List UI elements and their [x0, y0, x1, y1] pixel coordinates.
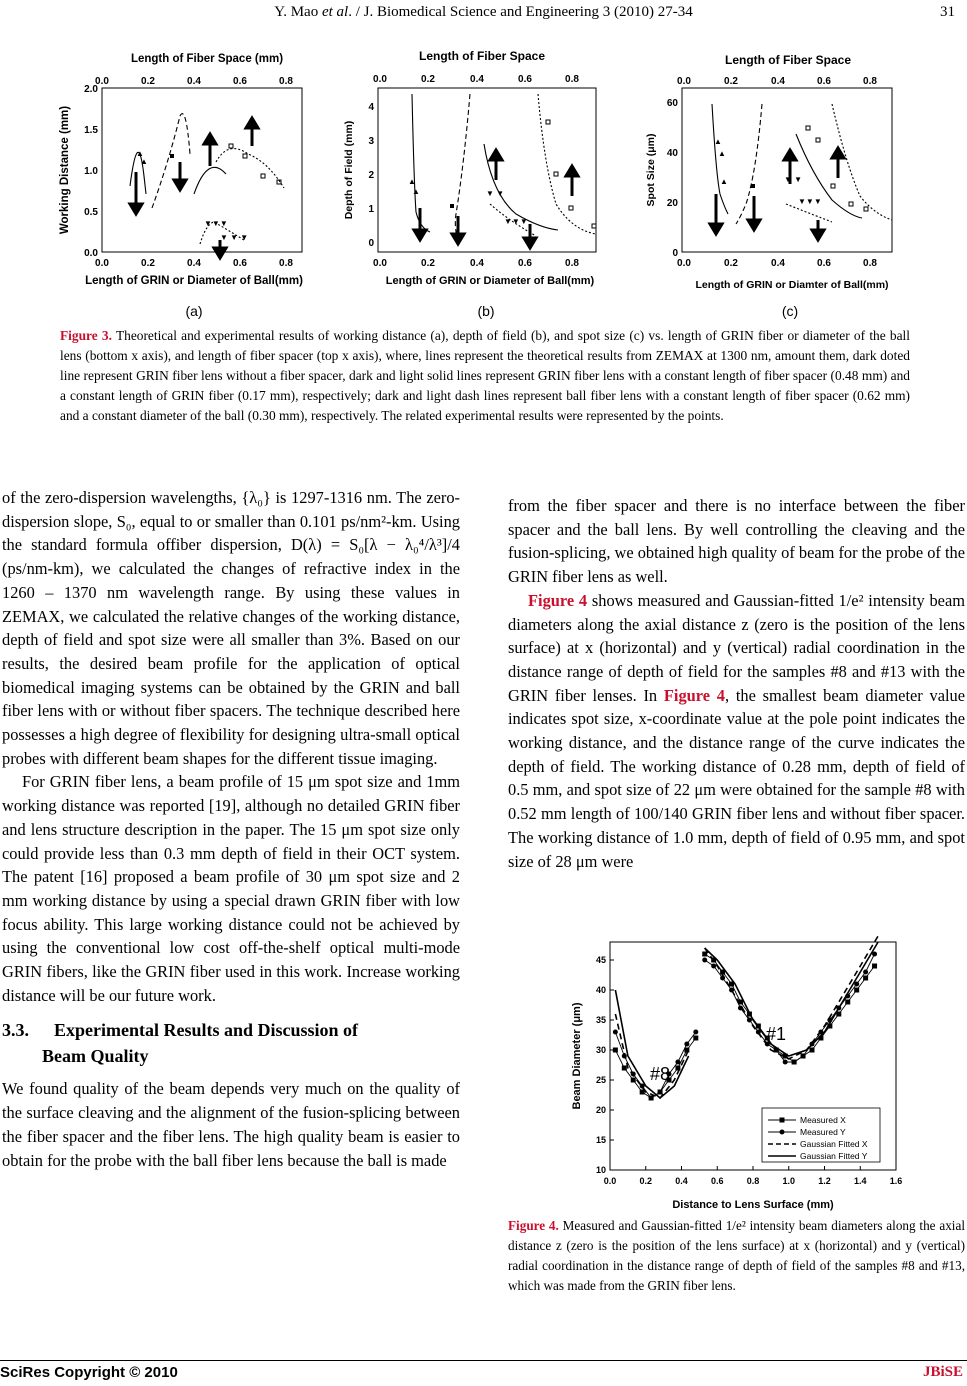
trend-arrow-head — [524, 238, 536, 248]
section-title: Experimental Results and Discussion of — [54, 1020, 359, 1041]
data-point — [849, 202, 853, 206]
data-point-circle — [684, 1042, 689, 1047]
x-axis-label: Length of GRIN or Diameter of Ball(mm) — [85, 275, 303, 287]
data-point — [592, 224, 596, 228]
data-point-circle — [649, 1096, 654, 1101]
trend-arrow-head — [246, 118, 258, 128]
y-tick-label: 25 — [595, 1075, 606, 1085]
y-tick: 40 — [666, 148, 678, 159]
y-tick: 3 — [368, 136, 374, 147]
data-point — [450, 204, 454, 208]
data-point-circle — [792, 1060, 797, 1065]
panel-tag: (b) — [477, 303, 495, 319]
x-tick-label: 0.2 — [639, 1176, 653, 1186]
trend-arrow-head — [812, 230, 824, 240]
caption-text: Measured and Gaussian-fitted 1/e² intensity beam diameters along the axial distance z (zero is the position of the lens surface) at x (horizontal) and y (vertical) radial coordination in the distance range of depth of field of the samples #8 and #13, which was made from the GRIN fiber lens. — [508, 1218, 965, 1293]
bottom-tick: 0.6 — [518, 258, 532, 269]
figure-3-caption — [60, 326, 910, 426]
x-axis-label: Length of GRIN or Diamter of Ball(mm) — [695, 279, 889, 291]
data-point — [554, 172, 558, 176]
paragraph: We found quality of the beam depends very much on the quality of the surface cleaving and the alignment of the fusion-splicing between the fiber spacer and the fiber lens. The high quality beam is easier to obtain for the probe with the ball fiber lens because the ball is made — [2, 1079, 460, 1170]
bottom-tick: 0.8 — [863, 258, 877, 269]
y-axis-label: Beam Diameter (μm) — [571, 1002, 583, 1110]
data-point-circle — [863, 970, 868, 975]
y-tick-label: 40 — [595, 985, 606, 995]
figure-reference-link[interactable]: Figure 4 — [528, 590, 588, 610]
trend-arrow-head — [204, 134, 216, 144]
caption-text: Theoretical and experimental results of working distance (a), depth of field (b), and spot size (c) vs. length of GRIN fiber or diameter of the ball lens (bottom x axis), and length of fiber spacer (top x axis), where, lines represent the theoretical results from ZEMAX at 1300 nm, amount them, dark doted line represent GRIN fiber lens without a fiber spacer, dark and light solid lines represent GRIN fiber lens with a constant length of fiber spacer (0.48 mm) and a constant length of GRIN fiber (0.17 mm), respectively; dark and light dash lines represent ball fiber lens with a constant length of fiber spacer (0.62 mm) and a constant diameter of the ball (0.30 mm), respectively. The related experimental results were represented by the points. — [60, 328, 910, 423]
y-tick: 0.5 — [84, 207, 98, 218]
legend-marker — [780, 1118, 785, 1123]
data-point: ▲ — [412, 187, 420, 196]
bottom-tick: 0.2 — [141, 258, 155, 269]
top-tick: 0.2 — [724, 76, 738, 87]
bottom-tick: 0.6 — [817, 258, 831, 269]
data-point-circle — [675, 1060, 680, 1065]
data-point — [751, 184, 755, 188]
bottom-tick: 0.4 — [187, 258, 201, 269]
figure-4-chart — [566, 936, 906, 1216]
data-point-square — [863, 976, 868, 981]
top-tick: 0.6 — [817, 76, 831, 87]
data-point-square — [872, 964, 877, 969]
x-tick-label: 1.2 — [818, 1176, 831, 1186]
data-point-square — [702, 952, 707, 957]
paragraph: For GRIN fiber lens, a beam profile of 15 μm spot size and 1mm working distance was reported [19], although no detailed GRIN fiber and lens structure description in the paper. The 15 μm spot size only could provide less than 0.3 mm depth of field in their OCT system. The patent [16] proposed a beam profile of 30 μm spot size and 2 mm working distance by using a special drawn GRIN fiber with low focus ability. This large working distance could not be achieved by using the conventional low cost off-the-shelf optical multi-mode GRIN fibers, like the GRIN fiber used in this work. Increase working distance will be our future work. — [2, 772, 460, 1005]
trend-arrow-head — [130, 204, 142, 214]
running-title: Y. Mao et al. / J. Biomedical Science and Engineering 3 (2010) 27-34 — [274, 4, 693, 20]
trend-arrow-head — [748, 220, 760, 230]
legend-marker — [780, 1130, 785, 1135]
data-point: ▲ — [714, 137, 722, 146]
section-title-continued: Beam Quality — [42, 1046, 149, 1067]
x-axis-label: Length of GRIN or Diameter of Ball(mm) — [385, 275, 595, 287]
theory-curve — [194, 167, 226, 194]
y-tick: 1 — [368, 204, 374, 215]
top-tick: 0.2 — [141, 76, 155, 87]
figure-4-caption — [508, 1216, 965, 1296]
x-tick-label: 0.4 — [675, 1176, 688, 1186]
data-point-circle — [658, 1090, 663, 1095]
data-point: ▲ — [718, 149, 726, 158]
x-tick-label: 1.4 — [853, 1176, 867, 1186]
top-tick: 0.8 — [863, 76, 877, 87]
paragraph: Figure 4 shows measured and Gaussian-fitted 1/e² intensity beam diameters along the axial distance z (zero is the position of the lens surface) at x (horizontal) and y (vertical) radial coordination in the distance range of depth of field for the samples #8 and #13 with the GRIN fiber lenses. In Figure 4, the smallest beam diameter value indicates spot size, x-coordinate value at the pole point indicates the working distance, and the distance range of the curve indicates the depth of field. The working distance of 0.28 mm, depth of field of 0.5 mm, and spot size of 22 μm were obtained for the sample #8 with 0.52 mm length of 100/140 GRIN fiber lens and without fiber spacer. The working distance of 1.0 mm, depth of field of 0.95 mm, and spot size of 28 μm were — [508, 590, 966, 871]
data-point — [831, 184, 835, 188]
data-point — [864, 207, 868, 211]
top-tick: 0.4 — [470, 74, 484, 85]
x-tick-label: 1.6 — [889, 1176, 903, 1186]
top-tick: 0.0 — [677, 76, 691, 87]
figure-3c-chart — [636, 44, 924, 320]
x-tick-label: 0.8 — [746, 1176, 760, 1186]
plot-frame — [378, 88, 596, 252]
theory-curve — [538, 94, 596, 234]
y-tick-label: 10 — [595, 1165, 606, 1175]
data-point — [569, 206, 573, 210]
data-point: ▼ ▼ — [784, 175, 803, 184]
y-tick: 1.5 — [84, 125, 98, 136]
y-tick-label: 30 — [595, 1045, 606, 1055]
x-tick-label: 1.0 — [782, 1176, 796, 1186]
y-tick: 4 — [368, 102, 374, 113]
top-axis-title: Length of Fiber Space (mm) — [130, 53, 284, 65]
trend-arrow-head — [174, 180, 186, 190]
top-tick: 0.8 — [565, 74, 579, 85]
trend-arrow-head — [490, 150, 502, 160]
series-line-measured-x — [705, 954, 875, 1062]
data-point — [229, 144, 233, 148]
y-axis-label: Working Distance (mm) — [59, 105, 71, 235]
figure-3a-chart — [44, 44, 334, 320]
data-point — [170, 154, 174, 158]
legend-entry: Gaussian Fitted Y — [800, 1151, 868, 1161]
bottom-tick: 0.2 — [421, 258, 435, 269]
y-axis-label: Spot Size (μm) — [645, 133, 657, 207]
panel-tag: (a) — [185, 303, 203, 319]
theory-curve — [736, 104, 762, 224]
data-point: ▲ — [720, 177, 728, 186]
trend-arrow-head — [710, 224, 722, 234]
paragraph: from the fiber spacer and there is no interface between the fiber spacer and the ball lens. By well controlling the cleaving and the fusion-splicing, we obtained high quality of beam for the probe of the GRIN fiber lens as well. — [508, 496, 966, 587]
theory-curve — [712, 104, 728, 214]
figure-reference-link[interactable]: Figure 4 — [663, 685, 725, 705]
legend-entry: Gaussian Fitted X — [800, 1139, 868, 1149]
y-tick: 0 — [672, 248, 678, 259]
legend — [762, 1108, 880, 1162]
trend-arrow-head — [566, 166, 578, 176]
data-point-square — [613, 1048, 618, 1053]
data-point: ▼ ▼ ▼ — [220, 233, 249, 242]
bottom-tick: 0.8 — [565, 258, 579, 269]
series-line-gaussian-fitted-x — [705, 936, 878, 1059]
annotation-label: #1 — [766, 1024, 787, 1044]
figure-3 — [44, 44, 924, 320]
bottom-tick: 0.4 — [470, 258, 484, 269]
y-tick-label: 15 — [595, 1135, 606, 1145]
y-tick-label: 20 — [595, 1105, 606, 1115]
theory-curve — [216, 149, 284, 188]
trend-arrow-head — [832, 148, 844, 158]
data-point — [546, 120, 550, 124]
caption-label: Figure 3. — [60, 328, 112, 343]
data-point-circle — [693, 1030, 698, 1035]
y-tick: 2 — [368, 170, 374, 181]
data-point: ▼▼▼ — [504, 217, 528, 226]
data-point-square — [845, 1000, 850, 1005]
bottom-tick: 0.0 — [677, 258, 691, 269]
top-tick: 0.0 — [373, 74, 387, 85]
x-tick-label: 0.0 — [603, 1176, 617, 1186]
top-axis-title: Length of Fiber Space — [418, 49, 546, 63]
y-tick: 2.0 — [84, 84, 98, 95]
top-tick: 0.2 — [421, 74, 435, 85]
data-point: ▲ — [408, 177, 416, 186]
theory-curve — [832, 104, 892, 220]
y-axis-label: Depth of Field (mm) — [343, 120, 355, 220]
top-tick: 0.6 — [233, 76, 247, 87]
data-point: ▲ — [140, 157, 148, 166]
section-number: 3.3. — [2, 1020, 29, 1041]
paragraph: of the zero-dispersion wavelengths, {λ₀} is 1297-1316 nm. The zero-dispersion slope, S₀, equal to or smaller than 0.101 ps/nm²-km. Using the standard formula offiber dispersion, D(λ) = S₀[λ − λ₀⁴/λ³]/4 (ps/nm-km), we calculated the changes of refractive index in the 1260 – 1370 nm wavelength range. By using these values in ZEMAX, we calculated the relative changes of the working distance, depth of field and spot size were all smaller than 3%. Based on our results, the desired beam profile for the application of optical biomedical imaging systems can be obtained by the GRIN and ball fiber lens with or without fiber spacers. The technique described here possesses a high degree of flexibility for designing ultra-small optical probes with different beam shapes for the different tissue imaging. — [2, 488, 460, 768]
top-tick: 0.4 — [187, 76, 201, 87]
data-point: ▼▼▼ — [798, 197, 822, 206]
panel-tag: (c) — [781, 303, 799, 319]
y-tick-label: 35 — [595, 1015, 606, 1025]
caption-label: Figure 4. — [508, 1218, 559, 1233]
data-point-square — [809, 1048, 814, 1053]
bottom-tick: 0.0 — [95, 258, 109, 269]
data-point: ▲ — [136, 149, 144, 158]
theory-curve — [152, 114, 190, 208]
top-tick: 0.4 — [771, 76, 785, 87]
bottom-tick: 0.2 — [724, 258, 738, 269]
bottom-tick: 0.6 — [233, 258, 247, 269]
data-point-circle — [783, 1060, 788, 1065]
data-point — [243, 154, 247, 158]
top-axis-title: Length of Fiber Space — [724, 53, 852, 67]
y-tick: 0.0 — [84, 248, 98, 259]
y-tick: 0 — [368, 238, 374, 249]
left-column — [2, 486, 460, 1172]
trend-arrow-head — [414, 230, 426, 240]
bottom-tick: 0.8 — [279, 258, 293, 269]
figure-3b-chart — [340, 44, 630, 320]
data-point-square — [622, 1066, 627, 1071]
top-tick: 0.6 — [518, 74, 532, 85]
theory-curve — [786, 204, 832, 222]
page-number: 31 — [940, 4, 955, 20]
data-point-circle — [801, 1054, 806, 1059]
data-point — [261, 174, 265, 178]
bottom-tick: 0.0 — [373, 258, 387, 269]
section-heading — [2, 1017, 460, 1069]
bottom-tick: 0.4 — [771, 258, 785, 269]
trend-arrow-head — [452, 234, 464, 244]
footer-journal-name: JBiSE — [922, 1364, 963, 1380]
footer-rule — [0, 1360, 967, 1361]
data-point-circle — [711, 964, 716, 969]
footer-copyright: SciRes Copyright © 2010 — [0, 1364, 178, 1381]
y-tick: 1.0 — [84, 166, 98, 177]
y-tick: 60 — [666, 98, 678, 109]
data-point: ▼ ▼ — [486, 189, 505, 198]
trend-arrow-head — [784, 150, 796, 160]
series-line-gaussian-fitted-y — [705, 942, 878, 1056]
data-point: ▼▼▼ — [204, 219, 228, 228]
data-point — [806, 126, 810, 130]
data-point-circle — [702, 958, 707, 963]
right-column — [508, 494, 965, 873]
trend-arrow-head — [214, 248, 226, 258]
y-tick: 20 — [666, 198, 678, 209]
data-point-square — [693, 1036, 698, 1041]
series-line-measured-y — [705, 954, 875, 1062]
top-tick: 0.8 — [279, 76, 293, 87]
data-point-square — [631, 1078, 636, 1083]
legend-entry: Measured Y — [800, 1127, 846, 1137]
data-point-square — [854, 988, 859, 993]
data-point — [816, 138, 820, 142]
y-tick-label: 45 — [595, 955, 606, 965]
x-axis-label: Distance to Lens Surface (mm) — [672, 1199, 834, 1211]
x-tick-label: 0.6 — [710, 1176, 724, 1186]
top-tick: 0.0 — [95, 76, 109, 87]
legend-entry: Measured X — [800, 1115, 846, 1125]
annotation-label: #8 — [650, 1064, 671, 1084]
data-point-circle — [613, 1030, 618, 1035]
